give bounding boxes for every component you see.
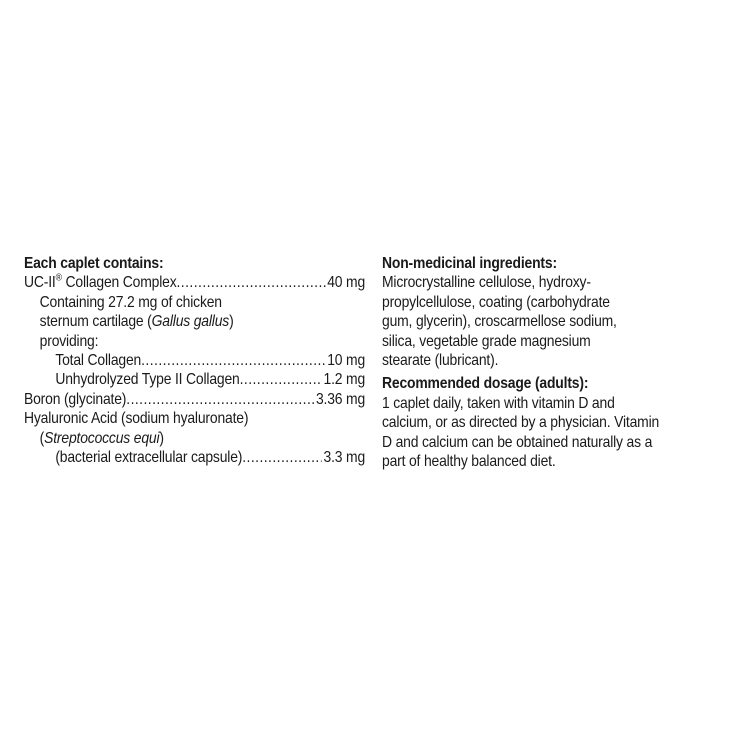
- ingredients-line: stearate (lubricant).: [382, 352, 499, 370]
- caplet-contents-column: [24, 254, 365, 467]
- leader-dots: [126, 390, 314, 409]
- unhydrolyzed-row: [24, 370, 365, 389]
- dosage-line: part of healthy balanced diet.: [382, 453, 556, 471]
- capsule-amount: 3.3 mg: [323, 449, 366, 467]
- dosage-line: D and calcium can be obtained naturally as a: [382, 433, 653, 451]
- caplet-contents-heading: Each caplet contains:: [24, 255, 164, 272]
- unhydrolyzed-label: Unhydrolyzed Type II Collagen: [55, 371, 240, 389]
- leader-dots: [141, 351, 325, 370]
- unhydrolyzed-amount: 1.2 mg: [323, 371, 366, 389]
- capsule-row: [24, 448, 365, 467]
- hyaluronic-line: Hyaluronic Acid (sodium hyaluronate): [24, 410, 249, 428]
- dosage-heading: Recommended dosage (adults):: [382, 375, 589, 393]
- boron-amount: 3.36 mg: [315, 390, 366, 408]
- boron-label: Boron (glycinate): [24, 390, 127, 408]
- sternum-line: sternum cartilage (Gallus gallus): [39, 313, 234, 331]
- non-medicinal-heading: Non-medicinal ingredients:: [382, 255, 557, 272]
- dosage-line: calcium, or as directed by a physician. Vitamin: [382, 414, 660, 432]
- providing-line: providing:: [39, 332, 99, 350]
- strep-line: (Streptococcus equi): [39, 429, 164, 447]
- uc2-row: [24, 273, 365, 292]
- total-collagen-amount: 10 mg: [327, 352, 366, 370]
- ingredients-line: Microcrystalline cellulose, hydroxy-: [382, 274, 591, 292]
- boron-row: [24, 390, 365, 409]
- ingredients-line: silica, vegetable grade magnesium: [382, 332, 591, 350]
- dosage-line: 1 caplet daily, taken with vitamin D and: [382, 394, 615, 412]
- total-collagen-row: [24, 351, 365, 370]
- uc2-amount: 40 mg: [327, 274, 366, 292]
- total-collagen-label: Total Collagen: [55, 352, 142, 370]
- ingredients-line: gum, glycerin), croscarmellose sodium,: [382, 313, 617, 331]
- containing-line: Containing 27.2 mg of chicken: [39, 293, 222, 311]
- ingredients-line: propylcellulose, coating (carbohydrate: [382, 293, 610, 311]
- leader-dots: [240, 370, 322, 389]
- leader-dots: [242, 448, 322, 467]
- ingredients-column: [382, 254, 723, 471]
- leader-dots: [177, 273, 326, 292]
- capsule-label: (bacterial extracellular capsule): [55, 449, 243, 467]
- uc2-label: UC-II® Collagen Complex: [24, 273, 177, 292]
